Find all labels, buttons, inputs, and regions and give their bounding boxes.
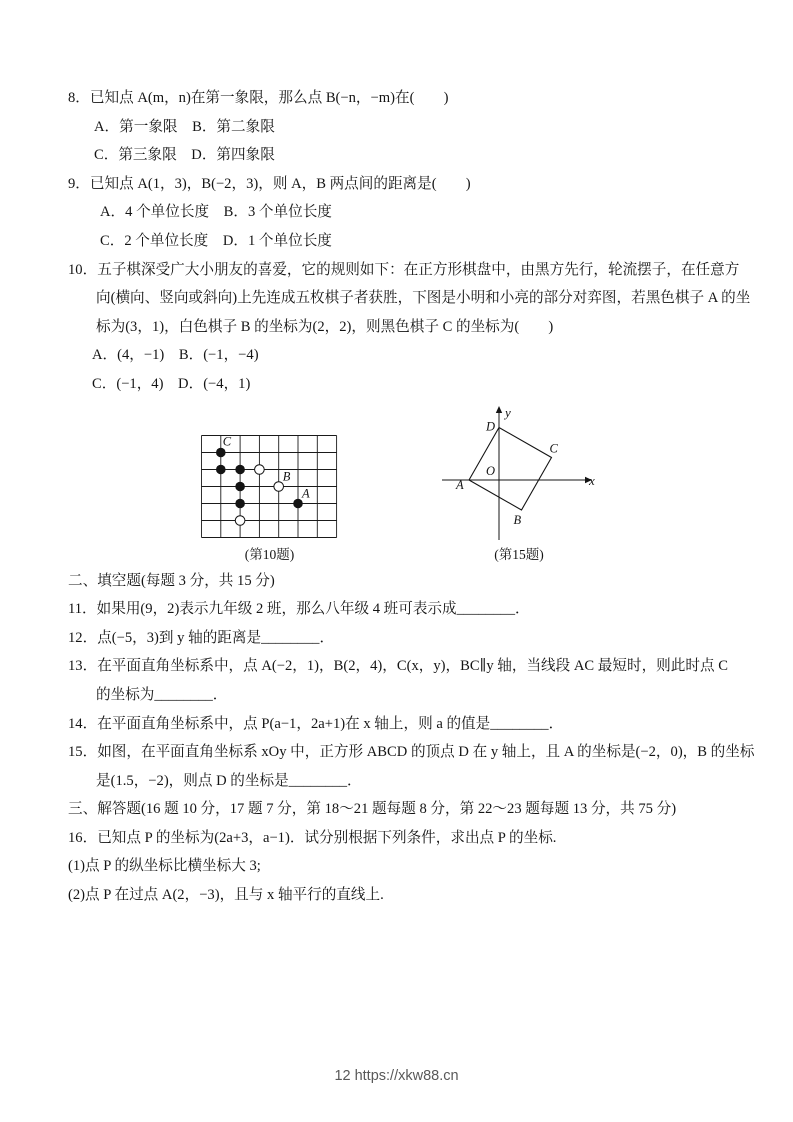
q13-stem-line1: 13．在平面直角坐标系中，点 A(−2，1)，B(2，4)，C(x，y)，BC∥y 轴，当线段 AC 最短时，则此时点 C <box>68 658 728 675</box>
q10-stem-line3: 标为(3，1)，白色棋子 B 的坐标为(2，2)，则黑色棋子 C 的坐标为( ) <box>96 318 554 335</box>
svg-text:B: B <box>282 469 291 484</box>
q8-options-row2: C．第三象限 D．第四象限 <box>94 147 275 164</box>
svg-text:A: A <box>302 486 310 501</box>
page-footer <box>0 1068 793 1084</box>
figures-row <box>68 401 733 565</box>
section2-heading: 二、填空题(每题 3 分，共 15 分) <box>68 572 275 589</box>
q8-options-row1: A．第一象限 B．第二象限 <box>94 118 275 135</box>
svg-text:C: C <box>222 434 232 449</box>
q10-stem-line1: 10．五子棋深受广大小朋友的喜爱，它的规则如下：在正方形棋盘中，由黑方先行，轮流摆子，在任意方 <box>68 261 740 278</box>
q10-options-row2: C．(−1，4) D．(−4，1) <box>92 375 251 392</box>
svg-text:C: C <box>549 441 558 456</box>
q10-options-row1: A．(4，−1) B．(−1，−4) <box>92 347 259 364</box>
coordinate-plane-figure <box>439 402 599 544</box>
footer-text: 12 https://xkw88.cn <box>334 1068 459 1084</box>
q8-stem: 8．已知点 A(m，n)在第一象限，那么点 B(−n，−m)在( ) <box>68 90 449 106</box>
q14-stem: 14．在平面直角坐标系中，点 P(a−1，2a+1)在 x 轴上，则 a 的值是________． <box>68 715 564 732</box>
go-board-figure <box>196 430 343 544</box>
q15-stem-line2: 是(1.5，−2)，则点 D 的坐标是________． <box>96 772 362 789</box>
svg-text:D: D <box>486 419 496 434</box>
svg-text:x: x <box>589 472 595 488</box>
q13-stem-line2: 的坐标为________． <box>96 686 228 703</box>
figure-q15 <box>439 402 599 565</box>
q16-stem: 16．已知点 P 的坐标为(2a+3，a−1)．试分别根据下列条件，求出点 P 的坐标. <box>68 829 557 846</box>
svg-text:O: O <box>486 463 496 478</box>
q9-options-row2: C．2 个单位长度 D．1 个单位长度 <box>100 232 332 249</box>
figure-q10 <box>196 430 343 565</box>
q10-stem-line2: 向(横向、竖向或斜向)上先连成五枚棋子者获胜，下图是小明和小亮的部分对弈图，若黑色棋子 A 的坐 <box>96 290 751 307</box>
svg-text:B: B <box>513 512 522 527</box>
figure-q10-caption: (第10题) <box>244 546 295 562</box>
figure-q15-caption: (第15题) <box>494 546 544 562</box>
q11-stem: 11．如果用(9，2)表示九年级 2 班，那么八年级 4 班可表示成________． <box>68 601 530 618</box>
document-content <box>68 84 755 910</box>
q16-part2: (2)点 P 在过点 A(2，−3)，且与 x 轴平行的直线上. <box>68 887 384 904</box>
q9-stem: 9．已知点 A(1，3)，B(−2，3)，则 A，B 两点间的距离是( ) <box>68 175 471 192</box>
section3-heading: 三、解答题(16 题 10 分，17 题 7 分，第 18～21 题每题 8 分，第 22～23 题每题 13 分，共 75 分) <box>68 801 677 818</box>
svg-text:A: A <box>456 477 464 492</box>
q16-part1: (1)点 P 的纵坐标比横坐标大 3; <box>68 858 261 875</box>
q9-options-row1: A．4 个单位长度 B．3 个单位长度 <box>100 204 332 221</box>
svg-text:y: y <box>505 404 511 420</box>
q12-stem: 12．点(−5，3)到 y 轴的距离是________． <box>68 629 335 646</box>
q15-stem-line1: 15．如图，在平面直角坐标系 xOy 中，正方形 ABCD 的顶点 D 在 y 轴上，且 A 的坐标是(−2，0)，B 的坐标 <box>68 744 755 761</box>
